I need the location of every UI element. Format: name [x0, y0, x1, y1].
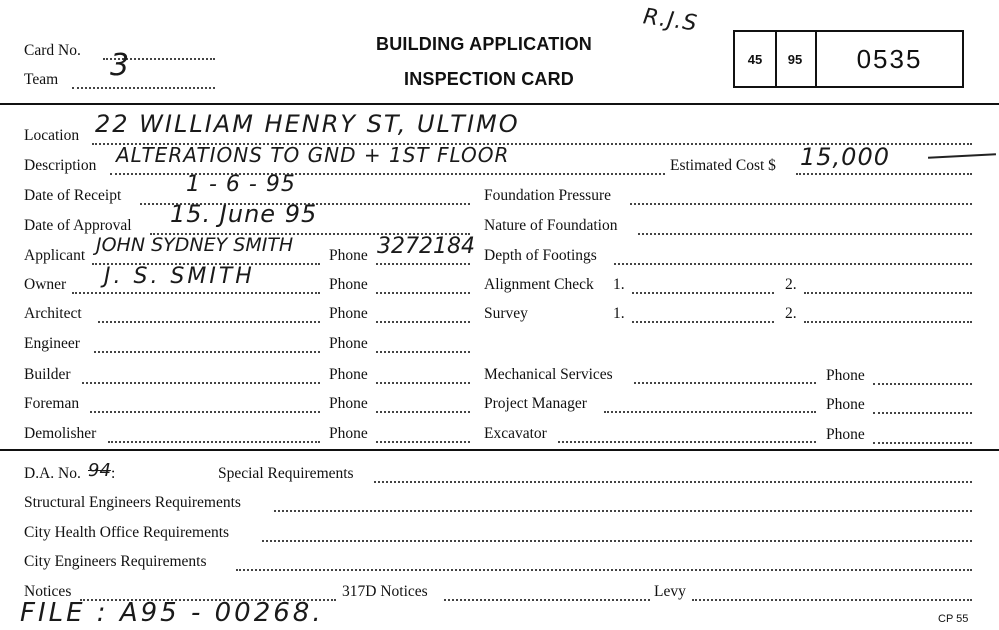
- foreman-phone-field[interactable]: [376, 411, 470, 413]
- mechanical-services-phone-label: Phone: [826, 367, 865, 384]
- card-number-box: [733, 30, 964, 88]
- project-manager-phone-field[interactable]: [873, 412, 972, 414]
- applicant-label: Applicant: [24, 247, 86, 264]
- project-manager-field[interactable]: [604, 411, 816, 413]
- special-requirements-field[interactable]: [374, 481, 972, 483]
- health-requirements-label: City Health Office Requirements: [24, 524, 230, 541]
- title-line-2: INSPECTION CARD: [404, 69, 575, 89]
- applicant-phone-value: 3272184: [377, 234, 475, 259]
- architect-field[interactable]: [98, 321, 320, 323]
- estimated-cost-field[interactable]: [796, 173, 972, 175]
- nature-of-foundation-field[interactable]: [638, 233, 972, 235]
- depth-of-footings-label: Depth of Footings: [484, 247, 597, 264]
- top-divider: [0, 103, 999, 105]
- nature-of-foundation-label: Nature of Foundation: [484, 217, 618, 234]
- owner-phone-label: Phone: [329, 276, 368, 293]
- builder-phone-label: Phone: [329, 366, 368, 383]
- engineers-requirements-field[interactable]: [236, 569, 972, 571]
- location-label: Location: [24, 127, 80, 144]
- survey-2-field[interactable]: [804, 321, 972, 323]
- owner-label: Owner: [24, 276, 67, 293]
- excavator-phone-field[interactable]: [873, 442, 972, 444]
- special-requirements-label: Special Requirements: [218, 465, 354, 482]
- engineer-phone-label: Phone: [329, 335, 368, 352]
- date-of-receipt-value: 1 - 6 - 95: [186, 172, 296, 197]
- alignment-check-1-label: 1.: [613, 276, 625, 293]
- date-of-receipt-label: Date of Receipt: [24, 187, 122, 204]
- survey-1-field[interactable]: [632, 321, 774, 323]
- foreman-label: Foreman: [24, 395, 80, 412]
- date-of-approval-value: 15. June 95: [170, 200, 318, 228]
- builder-label: Builder: [24, 366, 71, 383]
- excavator-label: Excavator: [484, 425, 547, 442]
- architect-label: Architect: [24, 305, 82, 322]
- foundation-pressure-field[interactable]: [630, 203, 972, 205]
- applicant-value: JOHN SYDNEY SMITH: [96, 234, 294, 256]
- mechanical-services-phone-field[interactable]: [873, 383, 972, 385]
- file-reference: FILE : A95 - 00268.: [20, 598, 324, 628]
- number-box-number: 0535: [856, 43, 923, 74]
- notices-317d-label: 317D Notices: [342, 583, 428, 600]
- project-manager-label: Project Manager: [484, 395, 587, 412]
- title-line-1: BUILDING APPLICATION: [376, 34, 592, 54]
- estimated-cost-value: 15,000: [800, 143, 890, 171]
- demolisher-phone-field[interactable]: [376, 441, 470, 443]
- da-no-label: D.A. No.: [24, 465, 81, 482]
- number-box-prefix-2: 95: [775, 32, 817, 86]
- alignment-check-label: Alignment Check: [484, 276, 594, 293]
- form-code: CP 55: [938, 613, 969, 625]
- architect-phone-label: Phone: [329, 305, 368, 322]
- mechanical-services-label: Mechanical Services: [484, 366, 613, 383]
- architect-phone-field[interactable]: [376, 321, 470, 323]
- foreman-phone-label: Phone: [329, 395, 368, 412]
- team-field[interactable]: [72, 87, 215, 89]
- estimated-cost-label: Estimated Cost $: [670, 157, 776, 174]
- health-requirements-field[interactable]: [262, 540, 972, 542]
- alignment-check-2-field[interactable]: [804, 292, 972, 294]
- notices-label: Notices: [24, 583, 72, 600]
- da-no-colon: :: [111, 465, 116, 482]
- excavator-field[interactable]: [558, 441, 816, 443]
- levy-field[interactable]: [692, 599, 972, 601]
- owner-field[interactable]: [72, 292, 320, 294]
- demolisher-phone-label: Phone: [329, 425, 368, 442]
- demolisher-field[interactable]: [108, 441, 320, 443]
- applicant-phone-field[interactable]: [376, 263, 470, 265]
- foreman-field[interactable]: [90, 411, 320, 413]
- builder-phone-field[interactable]: [376, 382, 470, 384]
- demolisher-label: Demolisher: [24, 425, 97, 442]
- team-label: Team: [24, 71, 59, 88]
- notices-317d-field[interactable]: [444, 599, 650, 601]
- inspector-initials: R.J.S: [641, 4, 700, 37]
- engineers-requirements-label: City Engineers Requirements: [24, 553, 207, 570]
- engineer-field[interactable]: [94, 351, 320, 353]
- survey-2-label: 2.: [785, 305, 797, 322]
- engineer-label: Engineer: [24, 335, 80, 352]
- depth-of-footings-field[interactable]: [614, 263, 972, 265]
- middle-divider: [0, 449, 999, 451]
- location-value: 22 WILLIAM HENRY ST, ULTIMO: [95, 110, 520, 138]
- owner-phone-field[interactable]: [376, 292, 470, 294]
- number-box-prefix-1: 45: [735, 32, 777, 86]
- description-label: Description: [24, 157, 97, 174]
- builder-field[interactable]: [82, 382, 320, 384]
- owner-value: J. S. SMITH: [104, 264, 255, 289]
- description-value: ALTERATIONS TO GND + 1ST FLOOR: [116, 143, 510, 167]
- survey-label: Survey: [484, 305, 528, 322]
- mechanical-services-field[interactable]: [634, 382, 816, 384]
- card-no-label: Card No.: [24, 42, 81, 59]
- team-value: 3: [110, 48, 131, 83]
- da-no-value: 94: [88, 460, 111, 481]
- cost-strike-line: [928, 153, 996, 159]
- alignment-check-1-field[interactable]: [632, 292, 774, 294]
- excavator-phone-label: Phone: [826, 426, 865, 443]
- structural-requirements-label: Structural Engineers Requirements: [24, 494, 241, 511]
- survey-1-label: 1.: [613, 305, 625, 322]
- structural-requirements-field[interactable]: [274, 510, 972, 512]
- date-of-approval-label: Date of Approval: [24, 217, 132, 234]
- engineer-phone-field[interactable]: [376, 351, 470, 353]
- applicant-phone-label: Phone: [329, 247, 368, 264]
- alignment-check-2-label: 2.: [785, 276, 797, 293]
- project-manager-phone-label: Phone: [826, 396, 865, 413]
- foundation-pressure-label: Foundation Pressure: [484, 187, 612, 204]
- levy-label: Levy: [654, 583, 686, 600]
